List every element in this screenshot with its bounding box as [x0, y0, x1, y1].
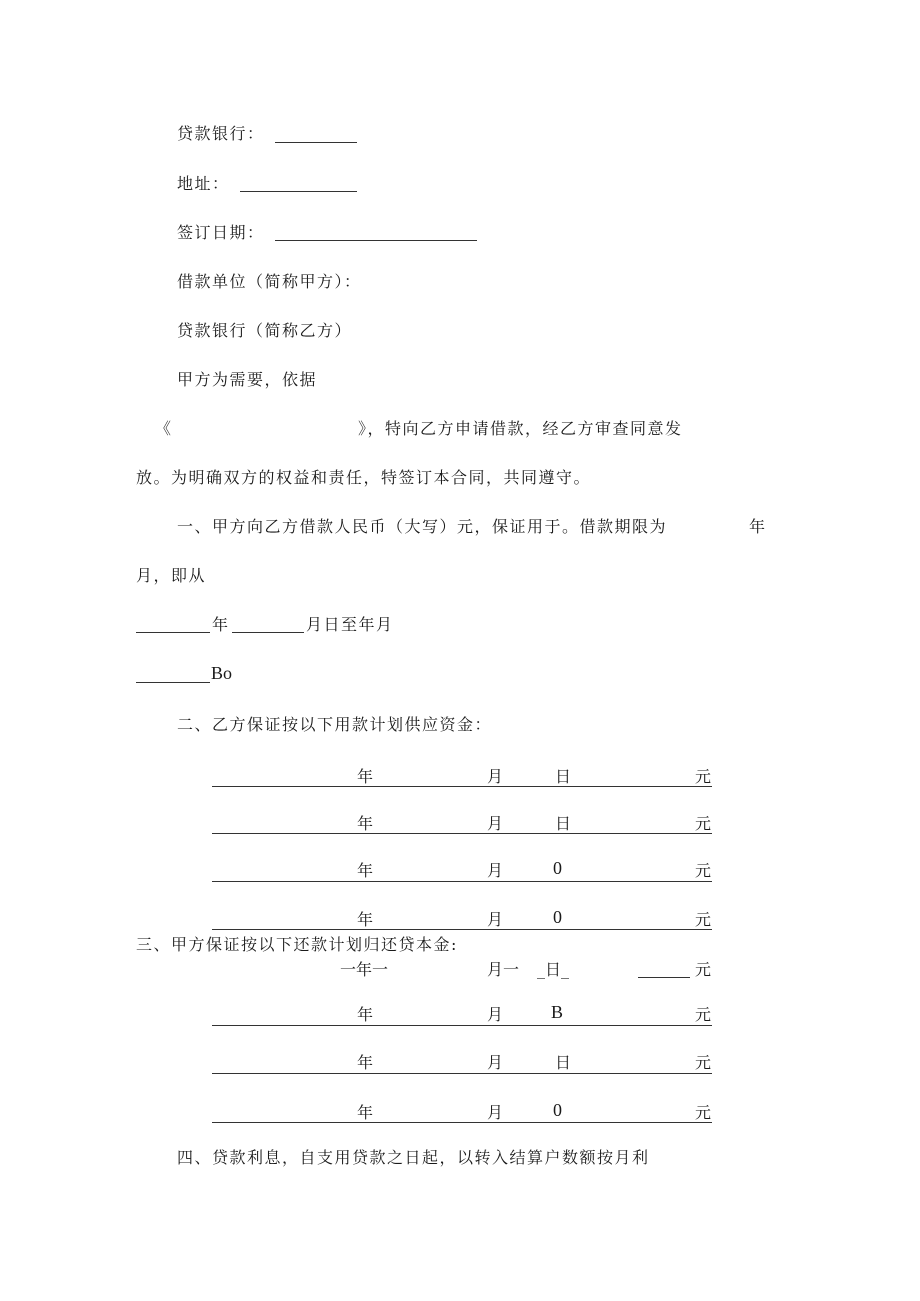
- row-month: 月: [487, 910, 504, 929]
- row-year: 年: [357, 1005, 374, 1024]
- row-unit: 元: [695, 814, 712, 833]
- intro-line-2: 》，特向乙方申请借款，经乙方审查同意发: [358, 419, 683, 438]
- signing-date-blank: [275, 240, 477, 241]
- row-day: 日: [555, 1053, 572, 1072]
- address-blank: [240, 191, 357, 192]
- signing-date-label: 签订日期：: [177, 223, 265, 242]
- row-unit: 元: [695, 1103, 712, 1122]
- row-unit: 元: [695, 767, 712, 786]
- clause2-title: 二、乙方保证按以下用款计划供应资金：: [177, 715, 493, 734]
- row-rule: [212, 881, 712, 882]
- row-month: 月一: [487, 960, 520, 979]
- row-day: _日_: [537, 960, 570, 979]
- row-rule: [212, 1025, 712, 1026]
- amount-blank: [638, 977, 690, 978]
- borrower-label: 借款单位（简称甲方）：: [177, 272, 362, 291]
- row-day: 0: [553, 1100, 562, 1120]
- address-label: 地址：: [177, 174, 230, 193]
- row-day: 0: [553, 858, 562, 878]
- row-year: 年: [357, 1103, 374, 1122]
- date-range-text: 月日至年月: [306, 615, 394, 634]
- start-month-blank: [232, 632, 304, 633]
- row-rule: [212, 833, 712, 834]
- row-unit: 元: [695, 1005, 712, 1024]
- row-month: 月: [487, 1103, 504, 1122]
- start-year-blank: [136, 632, 210, 633]
- end-mark: Bo: [211, 663, 233, 683]
- row-month: 月: [487, 767, 504, 786]
- clause1-line-1: 一、甲方向乙方借款人民币（大写）元，保证用于。借款期限为: [177, 517, 668, 536]
- row-unit: 元: [695, 960, 712, 979]
- row-year: 年: [357, 1053, 374, 1072]
- row-day: 日: [555, 767, 572, 786]
- row-year: 年: [357, 861, 374, 880]
- row-rule: [212, 1122, 712, 1123]
- clause1-year: 年: [749, 517, 767, 536]
- row-month: 月: [487, 1005, 504, 1024]
- row-year: 年: [357, 910, 374, 929]
- clause4-line-1: 四、贷款利息，自支用贷款之日起，以转入结算户数额按月利: [177, 1148, 650, 1167]
- end-date-blank: [136, 682, 210, 683]
- intro-line-3: 放。为明确双方的权益和责任，特签订本合同，共同遵守。: [136, 468, 592, 487]
- intro-line-1: 甲方为需要，依据: [177, 370, 318, 389]
- row-year: 一年一: [340, 960, 389, 979]
- row-month: 月: [487, 1053, 504, 1072]
- row-rule: [212, 929, 712, 930]
- row-unit: 元: [695, 910, 712, 929]
- bank-blank: [275, 142, 357, 143]
- row-year: 年: [357, 814, 374, 833]
- row-rule: [212, 786, 712, 787]
- row-day: B: [551, 1002, 564, 1022]
- clause3-title: 三、甲方保证按以下还款计划归还贷本金:: [136, 935, 458, 954]
- row-day: 0: [553, 907, 562, 927]
- row-month: 月: [487, 814, 504, 833]
- row-month: 月: [487, 861, 504, 880]
- intro-bracket-open: 《: [155, 419, 173, 438]
- row-unit: 元: [695, 861, 712, 880]
- row-year: 年: [357, 767, 374, 786]
- lender-label: 贷款银行（简称乙方）: [177, 321, 353, 340]
- start-year-mark: 年: [212, 615, 230, 634]
- row-unit: 元: [695, 1053, 712, 1072]
- bank-label: 贷款银行：: [177, 124, 265, 143]
- row-rule: [212, 1073, 712, 1074]
- row-day: 日: [555, 814, 572, 833]
- clause1-line-2: 月，即从: [136, 566, 207, 585]
